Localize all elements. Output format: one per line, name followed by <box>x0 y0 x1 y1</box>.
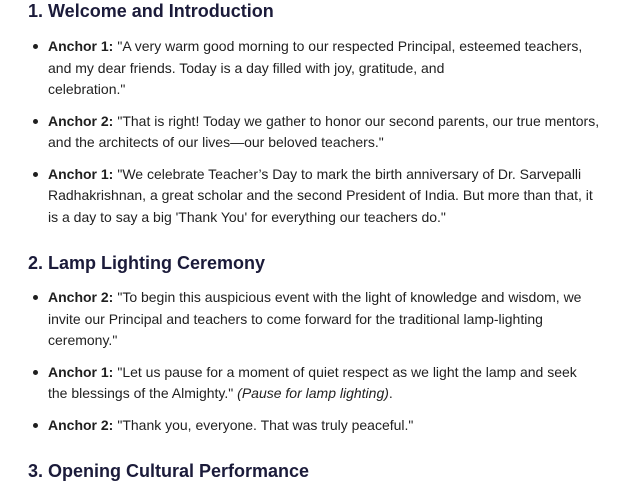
speech-line: Radhakrishnan, a great scholar and the second President of India. But more than that, it <box>48 187 593 203</box>
list-item <box>28 36 620 101</box>
section-number: 2. <box>28 253 44 273</box>
speech-line: "A very warm good morning to our respected Principal, esteemed teachers, <box>117 38 583 54</box>
section-number: 1. <box>28 1 44 21</box>
bullet-icon <box>33 295 38 300</box>
speech-line: and my dear friends. Today is a day filled with joy, gratitude, and <box>48 59 445 76</box>
section-number: 3. <box>28 461 44 481</box>
list-item <box>28 164 620 229</box>
speaker-label: Anchor 2: <box>48 112 114 129</box>
section-title: Lamp Lighting Ceremony <box>48 253 266 273</box>
speaker-label: Anchor 2: <box>48 416 114 433</box>
bullet-icon <box>33 44 38 49</box>
speech-line: "Thank you, everyone. That was truly peaceful." <box>117 416 414 433</box>
speech-line: "Let us pause for a moment of quiet respect as we light the lamp and seek <box>117 363 577 380</box>
speech-line: the blessings of the Almighty." <box>48 385 234 401</box>
speech-line: "We celebrate Teacher’s Day to mark the birth anniversary of Dr. Sarvepalli <box>117 165 582 182</box>
section-title: Opening Cultural Performance <box>48 461 310 481</box>
bullet-icon <box>33 119 38 124</box>
list-item <box>28 111 620 154</box>
speech-line: "To begin this auspicious event with the light of knowledge and wisdom, we <box>117 289 582 305</box>
speaker-label: Anchor 1: <box>48 38 114 54</box>
stage-direction-suffix: . <box>388 385 393 401</box>
section-list-welcome <box>28 36 620 228</box>
list-item <box>28 287 620 352</box>
speaker-label: Anchor 1: <box>48 363 114 380</box>
speech-line: is a day to say a big 'Thank You' for everything our teachers do." <box>48 208 446 225</box>
speech-line: ceremony." <box>48 332 118 348</box>
section-heading-cultural-performance <box>28 460 309 482</box>
speech-line: and the architects of our lives—our beloved teachers." <box>48 134 384 150</box>
list-item <box>28 415 620 437</box>
list-item <box>28 362 620 405</box>
speaker-label: Anchor 2: <box>48 289 114 305</box>
speech-line: invite our Principal and teachers to come forward for the traditional lamp-lighting <box>48 310 543 327</box>
section-title: Welcome and Introduction <box>48 1 274 21</box>
speech-line: celebration." <box>48 81 126 97</box>
section-heading-welcome <box>28 0 274 22</box>
speech-line: "That is right! Today we gather to honor our second parents, our true mentors, <box>117 112 600 129</box>
bullet-icon <box>33 423 38 428</box>
bullet-icon <box>33 370 38 375</box>
bullet-icon <box>33 172 38 177</box>
section-heading-lamp-lighting <box>28 252 265 274</box>
stage-direction: (Pause for lamp lighting) <box>237 385 389 401</box>
section-list-lamp-lighting <box>28 287 620 436</box>
speaker-label: Anchor 1: <box>48 165 114 182</box>
